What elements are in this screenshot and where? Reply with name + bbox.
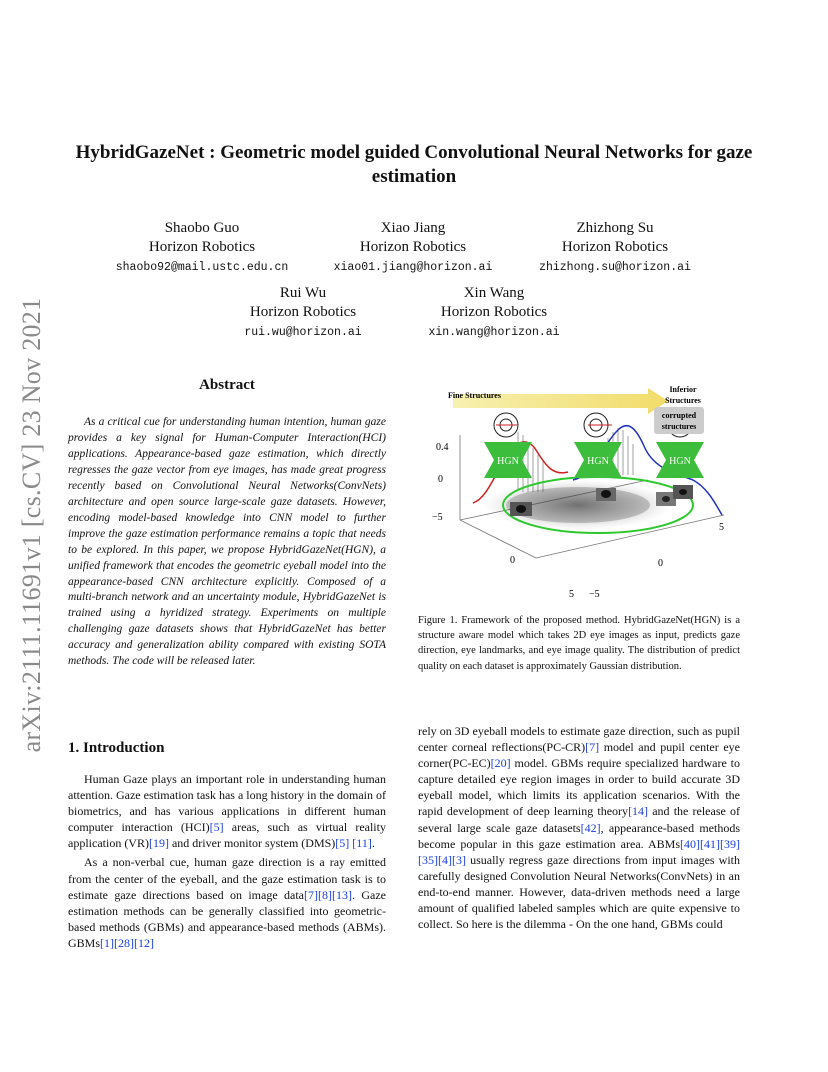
axis-tick: 5: [719, 522, 724, 533]
text-run: .: [371, 836, 375, 851]
axis-tick: 0.4: [436, 442, 449, 453]
citation-link[interactable]: [4]: [438, 852, 452, 867]
hgn-label: HGN: [669, 456, 691, 467]
corrupted-label: corrupted: [661, 411, 697, 420]
section-heading-introduction: 1. Introduction: [68, 740, 165, 756]
author-name: Shaobo Guo: [164, 220, 240, 236]
citation-link[interactable]: [20]: [490, 756, 511, 771]
framework-illustration: [418, 380, 740, 605]
axis-tick: 0: [438, 474, 443, 485]
axis-tick: 5: [569, 589, 574, 600]
text-run: . Gaze estimation methods can be generally classified into geometric-based methods (GBMs) and appearance-based methods (ABMs). GBMs: [68, 887, 386, 950]
author-affiliation: Horizon Robotics: [561, 239, 669, 255]
hgn-block: [656, 442, 704, 478]
citation-link[interactable]: [41]: [700, 836, 720, 851]
author-email: shaobo92@mail.ustc.edu.cn: [115, 261, 289, 274]
hgn-label: HGN: [587, 456, 609, 467]
citation-link[interactable]: [7]: [304, 887, 318, 902]
author-email: xin.wang@horizon.ai: [428, 326, 560, 339]
axis-tick: 0: [658, 558, 663, 569]
citation-link[interactable]: [12]: [134, 935, 155, 950]
author-email: rui.wu@horizon.ai: [244, 326, 362, 339]
citation-link[interactable]: [8]: [318, 887, 332, 902]
text-run: areas, such as virtual reality application (VR): [68, 820, 386, 851]
author-affiliation: Horizon Robotics: [359, 239, 467, 255]
inferior-structures-label: Inferior: [669, 385, 697, 394]
citation-link[interactable]: [39]: [720, 836, 740, 851]
citation-link[interactable]: [28]: [114, 935, 135, 950]
citation-link[interactable]: [35]: [418, 852, 438, 867]
corrupted-label: structures: [661, 422, 697, 431]
author-name: Xiao Jiang: [380, 220, 446, 236]
author-affiliation: Horizon Robotics: [440, 304, 548, 320]
abstract-text: As a critical cue for understanding human intention, human gaze provides a key signal for Human-Computer Interaction(HCI) applications. Appearance-based gaze estimation, which directly regresses the gaze vector from eye images, has made great progress recently based on Convolutional Neural Networks(ConvNets) architecture and open source large-scale gaze datasets. However, encoding model-based knowledge into CNN model to further improve the gaze estimation performance remains a topic that needs to be explored. In this paper, we propose HybridGazeNet(HGN), a unified framework that encodes the geometric eyeball model into the appearance-based CNN architecture explicitly. Composed of a multi-branch network and an uncertainty module, HybridGazeNet is trained using a hyridized strategy. Experiments on multiple challenging gaze datasets shows that HybridGazeNet has better accuracy and generalization ability compared with existing SOTA methods. The code will be released later.: [68, 416, 386, 668]
axis-tick: 0: [510, 555, 515, 566]
hgn-block: [574, 442, 622, 478]
citation-link[interactable]: [14]: [628, 804, 649, 819]
paper-title: HybridGazeNet : Geometric model guided Convolutional Neural Networks for gaze estimation: [75, 142, 753, 187]
fine-structures-label: Fine Structures: [448, 391, 501, 400]
figure-1-caption: Figure 1. Framework of the proposed method. HybridGazeNet(HGN) is a structure aware model which takes 2D eye images as input, predicts gaze direction, eye landmarks, and eye image quality. The distribution of predict quality on each dataset is approximately Gaussian distribution.: [418, 615, 740, 672]
author-name: Xin Wang: [463, 285, 525, 301]
text-run: , appearance-based methods become popular in this gaze estimation area. ABMs: [418, 820, 740, 851]
text-run: and driver monitor system (DMS): [168, 836, 336, 851]
author-affiliation: Horizon Robotics: [249, 304, 357, 320]
paragraph: [418, 723, 740, 932]
hgn-label: HGN: [497, 456, 519, 467]
author-block: [500, 219, 730, 277]
corrupted-structures-box: [654, 407, 704, 434]
arxiv-stamp: [13, 285, 51, 765]
intro-right-column: [418, 723, 740, 932]
paragraph: [68, 854, 386, 951]
citation-link[interactable]: [11]: [352, 836, 372, 851]
intro-left-column: [68, 771, 386, 951]
figure-1: [418, 380, 740, 605]
axis-tick: −5: [589, 589, 600, 600]
citation-link[interactable]: [13]: [332, 887, 352, 902]
text-run: usually regress gaze directions from input images with carefully designed Convolution Neural Networks(ConvNets) in an end-to-end manner. However, data-driven methods need a large amount of qualified labeled samples which are quite expensive to collect. So here is the dilemma - On the one hand, GBMs could: [418, 852, 740, 932]
text-run: As a non-verbal cue, human gaze direction is a ray emitted from the center of the eyeball, and the gaze estimation task is to estimate gaze directions based on image data: [68, 855, 386, 902]
text-run: model. GBMs require specialized hardware to capture detailed eye region images in order to build accurate 3D eyeball model, which limits its application scenarios. With the rapid development of deep learning theory: [418, 756, 740, 819]
author-block: [87, 219, 317, 277]
citation-link[interactable]: [5]: [335, 836, 350, 851]
author-block: [379, 284, 609, 342]
text-run: Human Gaze plays an important role in understanding human attention. Gaze estimation task has a long history in the domain of biometrics, and has various applications in different human computer interaction (HCI): [68, 772, 386, 835]
axis-tick: −5: [432, 512, 443, 523]
hgn-block: [484, 442, 532, 478]
citation-link[interactable]: [40]: [680, 836, 700, 851]
citation-link[interactable]: [3]: [452, 852, 466, 867]
arxiv-stamp-text: arXiv:2111.11691v1 [cs.CV] 23 Nov 2021: [17, 297, 46, 753]
citation-link[interactable]: [5]: [209, 820, 224, 835]
text-run: and the release of several large scale gaze datasets: [418, 804, 740, 835]
inferior-structures-label: Structures: [665, 396, 701, 405]
citation-link[interactable]: [42]: [580, 820, 601, 835]
author-email: zhizhong.su@horizon.ai: [539, 261, 691, 274]
author-affiliation: Horizon Robotics: [148, 239, 256, 255]
author-block: [298, 219, 528, 277]
paragraph: [68, 771, 386, 851]
author-email: xiao01.jiang@horizon.ai: [333, 261, 493, 274]
text-run: model and pupil center eye corner(PC-EC): [418, 740, 740, 771]
citation-link[interactable]: [19]: [148, 836, 169, 851]
text-run: rely on 3D eyeball models to estimate gaze direction, such as pupil center corneal reflections(PC-CR): [418, 724, 740, 755]
citation-link[interactable]: [1]: [100, 935, 115, 950]
author-name: Rui Wu: [279, 285, 327, 301]
citation-link[interactable]: [7]: [585, 740, 600, 755]
abstract-heading: Abstract: [199, 377, 255, 393]
author-name: Zhizhong Su: [576, 220, 654, 236]
